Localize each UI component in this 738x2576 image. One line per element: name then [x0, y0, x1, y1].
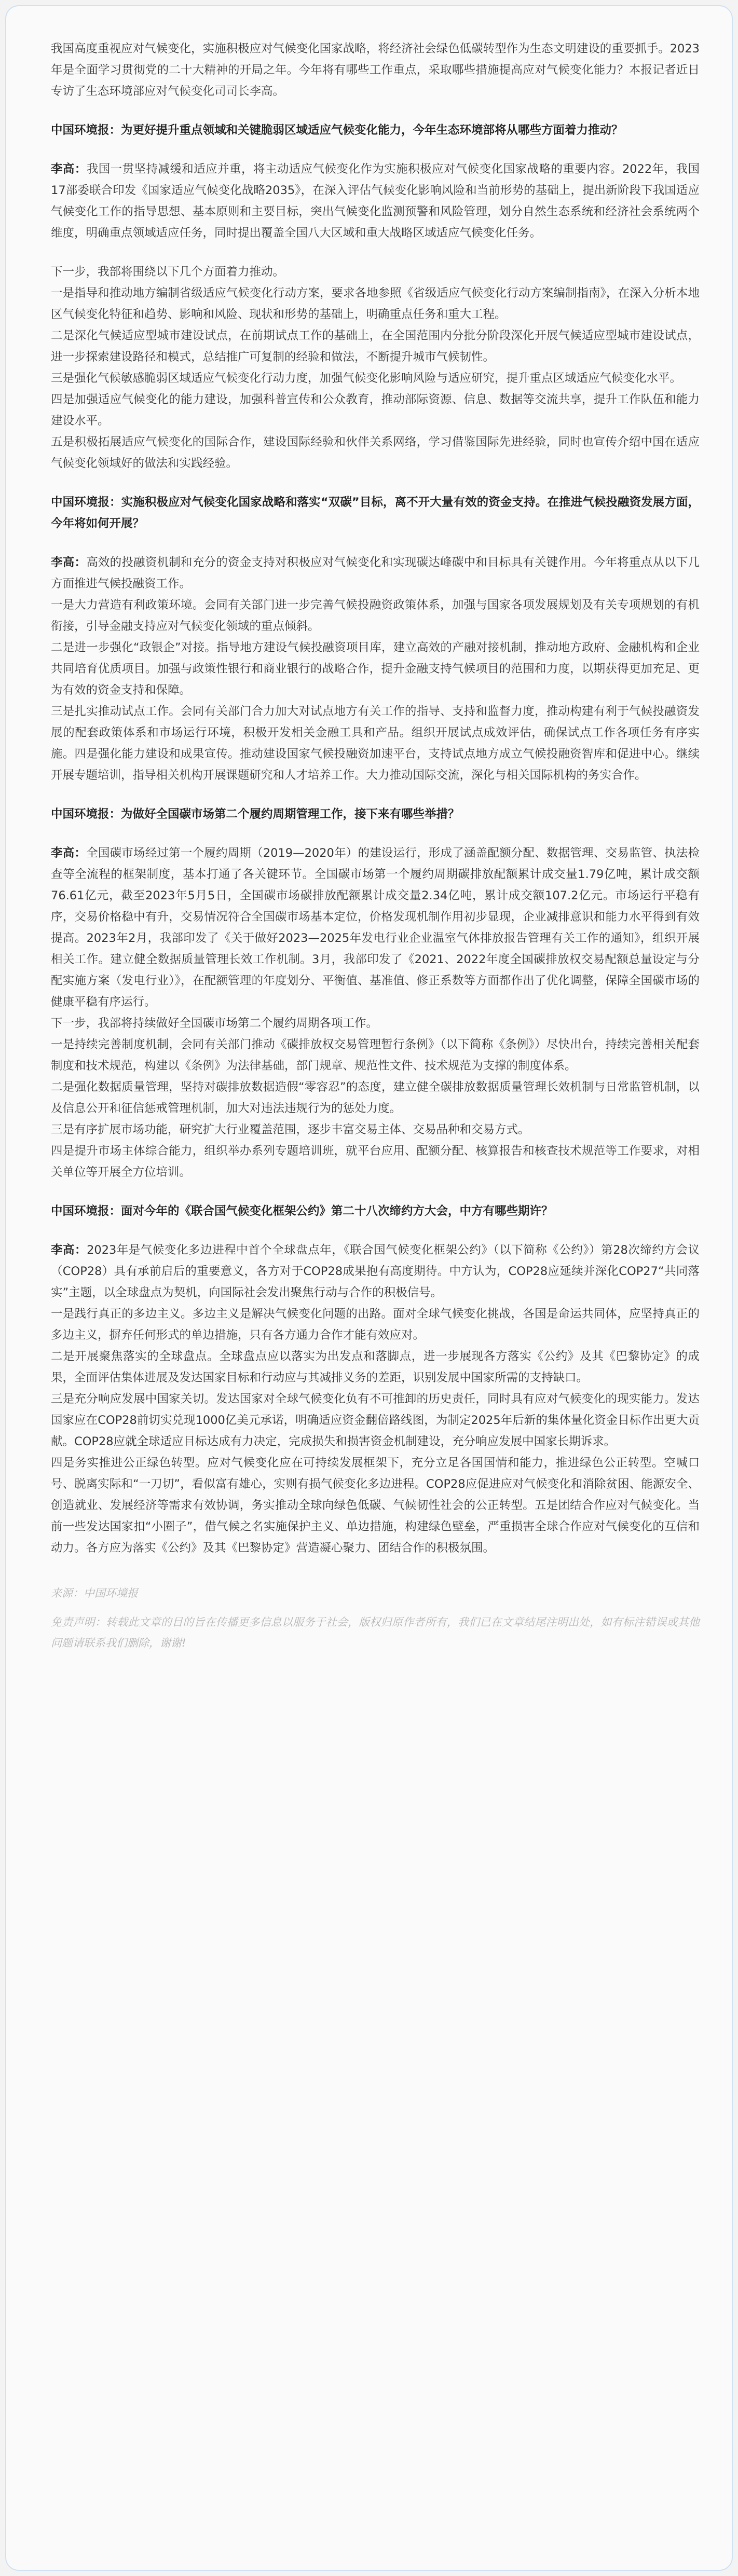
list-item: 四是提升市场主体综合能力，组织举办系列专题培训班，就平台应用、配额分配、核算报告和核查技术规范等工作要求，对相关单位等开展全方位培训。: [51, 1144, 700, 1179]
question-1: 中国环境报：为更好提升重点领域和关键脆弱区域适应气候变化能力，今年生态环境部将从哪些方面着力推动？: [51, 124, 623, 137]
answer-1: 李高：我国一贯坚持减缓和适应并重，将主动适应气候变化作为实施积极应对气候变化国家战略的重要内容。2022年，我国17部委联合印发《国家适应气候变化战略2035》，在深入评估气候变化影响风险和当前形势的基础上，提出新阶段下我国适应气候变化工作的指导思想、基本原则和主要目标，突出气候变化监测预警和风险管理，划分自然生态系统和经济社会系统两个维度，明确重点领域适应任务，同时提出覆盖全国八大区域和重大战略区域适应气候变化任务。: [51, 162, 700, 240]
list-item: 四是加强适应气候变化的能力建设，加强科普宣传和公众教育，推动部际资源、信息、数据等交流共享，提升工作队伍和能力建设水平。: [51, 393, 700, 428]
speaker-label: 李高：: [51, 1243, 87, 1257]
disclaimer: 免责声明：转载此文章的目的旨在传播更多信息以服务于社会，版权归原作者所有，我们已在文章结尾注明出处，如有标注错误或其他问题请联系我们删除，谢谢!: [51, 1616, 700, 1649]
answer-2: [51, 552, 700, 786]
answer-4: [51, 1240, 700, 1559]
list-item: 三是扎实推动试点工作。会同有关部门合力加大对试点地方有关工作的指导、支持和监督力度，推动构建有利于气候投融资发展的配套政策体系和市场运行环境，积极开发相关金融工具和产品。组织开展试点成效评估，确保试点工作各项任务有序实施。四是强化能力建设和成果宣传。推动建设国家气候投融资加速平台，支持试点地方成立气候投融资智库和促进中心。继续开展专题培训，指导相关机构开展课题研究和人才培养工作。大力推动国际交流，深化与相关国际机构的务实合作。: [51, 705, 700, 782]
corner-decoration: [5, 5, 19, 19]
list-item: 二是进一步强化“政银企”对接。指导地方建设气候投融资项目库，建立高效的产融对接机制，推动地方政府、金融机构和企业共同培育优质项目。加强与政策性银行和商业银行的战略合作，提升金融支持气候项目的范围和力度，以期获得更加充足、更为有效的资金支持和保障。: [51, 641, 700, 697]
article-frame: [5, 5, 733, 2571]
list-item: 下一步，我部将持续做好全国碳市场第二个履约周期各项工作。: [51, 1017, 378, 1030]
article-footer: [51, 1583, 700, 1653]
list-item: 二是深化气候适应型城市建设试点，在前期试点工作的基础上，在全国范围内分批分阶段深化开展气候适应型城市建设试点，进一步探索建设路径和模式，总结推广可复制的经验和做法，不断提升城市气候韧性。: [51, 329, 700, 364]
list-item: 四是务实推进公正绿色转型。应对气候变化应在可持续发展框架下，充分立足各国国情和能力，推进绿色公正转型。空喊口号、脱离实际和“一刀切”，看似富有雄心，实则有损气候变化多边进程。COP28应促进应对气候变化和消除贫困、能源安全、创造就业、发展经济等需求有效协调，务实推动全球向绿色低碳、气候韧性社会的公正转型。五是团结合作应对气候变化。当前一些发达国家扣“小圈子”，借气候之名实施保护主义、单边措施，构建绿色壁垒，严重损害全球合作应对气候变化的互信和动力。各方应为落实《公约》及其《巴黎协定》营造凝心聚力、团结合作的积极氛围。: [51, 1456, 700, 1555]
corner-decoration: [719, 2557, 733, 2571]
list-item: 五是积极拓展适应气候变化的国际合作，建设国际经验和伙伴关系网络，学习借鉴国际先进经验，同时也宣传介绍中国在适应气候变化领域好的做法和实践经验。: [51, 435, 700, 470]
answer-3: [51, 843, 700, 1183]
speaker-label: 李高：: [51, 162, 87, 176]
list-item: 一是指导和推动地方编制省级适应气候变化行动方案，要求各地参照《省级适应气候变化行动方案编制指南》，在深入分析本地区气候变化特征和趋势、影响和风险、现状和形势的基础上，明确重点任务和重大工程。: [51, 286, 700, 321]
list-item: 三是有序扩展市场功能，研究扩大行业覆盖范围，逐步丰富交易主体、交易品种和交易方式。: [51, 1123, 530, 1136]
list-item: 一是践行真正的多边主义。多边主义是解决气候变化问题的出路。面对全球气候变化挑战，各国是命运共同体，应坚持真正的多边主义，摒弃任何形式的单边措施，只有各方通力合作才能有效应对。: [51, 1307, 700, 1342]
speaker-label: 李高：: [51, 556, 87, 569]
list-item: 一是大力营造有利政策环境。会同有关部门进一步完善气候投融资政策体系，加强与国家各项发展规划及有关专项规划的有机衔接，引导金融支持应对气候变化领域的重点倾斜。: [51, 598, 700, 633]
list-item: 李高：全国碳市场经过第一个履约周期（2019—2020年）的建设运行，形成了涵盖配额分配、数据管理、交易监管、执法检查等全流程的框架制度，基本打通了各关键环节。全国碳市场第一个履约周期碳排放配额累计成交量1.79亿吨，累计成交额76.61亿元，截至2023年5月5日，全国碳市场碳排放配额累计成交量2.34亿吨，累计成交额107.2亿元。市场运行平稳有序，交易价格稳中有升，交易情况符合全国碳市场基本定位，价格发现机制作用初步显现，企业减排意识和能力水平得到有效提高。2023年2月，我部印发了《关于做好2023—2025年发电行业企业温室气体排放报告管理有关工作的通知》，组织开展相关工作。建立健全数据质量管理长效工作机制。3月，我部印发了《2021、2022年度全国碳排放权交易配额总量设定与分配实施方案（发电行业）》，在配额管理的年度划分、平衡值、基准值、修正系数等方面都作出了优化调整，保障全国碳市场的健康平稳有序运行。: [51, 846, 700, 1009]
question-2: 中国环境报：实施积极应对气候变化国家战略和落实“双碳”目标，离不开大量有效的资金支持。在推进气候投融资发展方面，今年将如何开展？: [51, 496, 700, 530]
list-item: 二是开展聚焦落实的全球盘点。全球盘点应以落实为出发点和落脚点，进一步展现各方落实《公约》及其《巴黎协定》的成果，全面评估集体进展及发达国家目标和行动应与其减排义务的差距，识别发展中国家所需的支持缺口。: [51, 1350, 700, 1385]
source-line: 来源：中国环境报: [51, 1587, 138, 1599]
list-item: 二是强化数据质量管理，坚持对碳排放数据造假“零容忍”的态度，建立健全碳排放数据质量管理长效机制与日常监管机制，以及信息公开和征信惩戒管理机制，加大对违法违规行为的惩处力度。: [51, 1080, 700, 1115]
intro-paragraph: 我国高度重视应对气候变化，实施积极应对气候变化国家战略，将经济社会绿色低碳转型作为生态文明建设的重要抓手。2023年是全面学习贯彻党的二十大精神的开局之年。今年将有哪些工作重点，采取哪些措施提高应对气候变化能力？本报记者近日专访了生态环境部应对气候变化司司长李高。: [51, 42, 700, 98]
article-body: [51, 38, 700, 1662]
answer-1-measures: [51, 262, 700, 474]
question-3: 中国环境报：为做好全国碳市场第二个履约周期管理工作，接下来有哪些举措？: [51, 807, 460, 821]
list-item: 一是持续完善制度机制，会同有关部门推动《碳排放权交易管理暂行条例》（以下简称《条例》）尽快出台，持续完善相关配套制度和技术规范，构建以《条例》为法律基础，部门规章、规范性文件、技术规范为支撑的制度体系。: [51, 1038, 700, 1073]
question-4: 中国环境报：面对今年的《联合国气候变化框架公约》第二十八次缔约方大会，中方有哪些期许？: [51, 1204, 553, 1218]
speaker-label: 李高：: [51, 846, 87, 860]
list-item: 李高：高效的投融资机制和充分的资金支持对积极应对气候变化和实现碳达峰碳中和目标具有关键作用。今年将重点从以下几方面推进气候投融资工作。: [51, 556, 700, 591]
list-item: 三是充分响应发展中国家关切。发达国家对全球气候变化负有不可推卸的历史责任，同时具有应对气候变化的现实能力。发达国家应在COP28前切实兑现1000亿美元承诺，明确适应资金翻倍路线图，为制定2025年后新的集体量化资金目标作出更大贡献。COP28应就全球适应目标达成有力决定，完成损失和损害资金机制建设，充分响应发展中国家长期诉求。: [51, 1392, 700, 1448]
list-item: 三是强化气候敏感脆弱区域适应气候变化行动力度，加强气候变化影响风险与适应研究，提升重点区域适应气候变化水平。: [51, 372, 682, 385]
list-item: 李高：2023年是气候变化多边进程中首个全球盘点年，《联合国气候变化框架公约》（以下简称《公约》）第28次缔约方会议（COP28）具有承前启后的重要意义，各方对于COP28成果抱有高度期待。中方认为，COP28应延续并深化COP27“共同落实”主题，以全球盘点为契机，向国际社会发出聚焦行动与合作的积极信号。: [51, 1243, 700, 1299]
list-item: 下一步，我部将围绕以下几个方面着力推动。: [51, 265, 285, 279]
